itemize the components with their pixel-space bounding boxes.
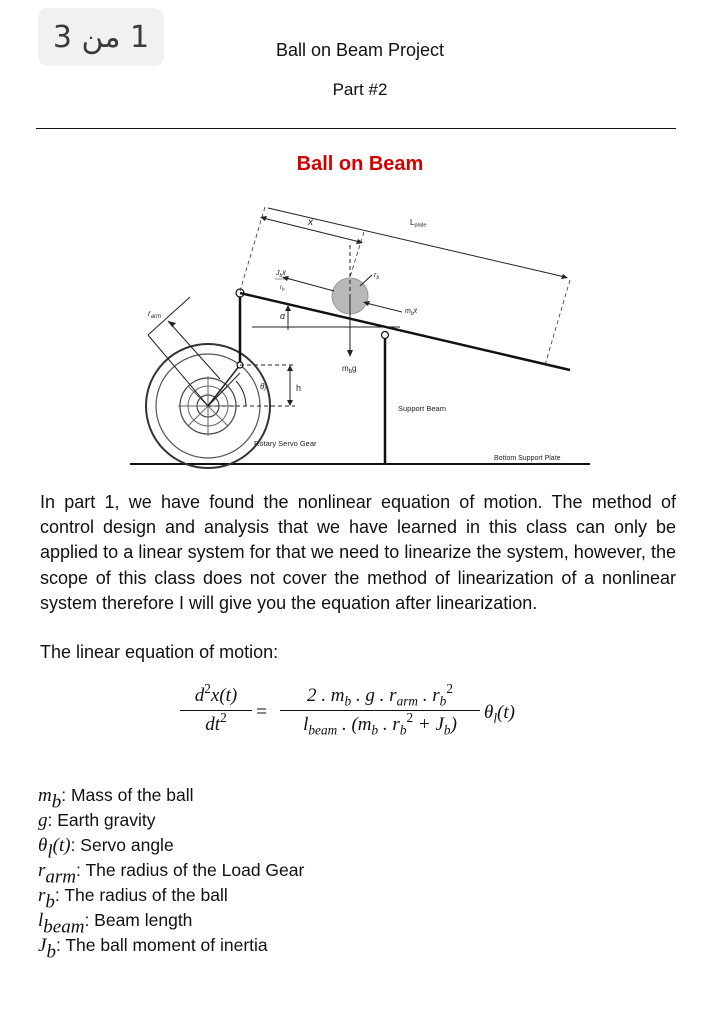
header-divider (36, 128, 676, 129)
label-l-plate: Lplate (410, 218, 427, 229)
equals-sign: = (256, 701, 268, 723)
variable-item: $l_{beam}$: Beam length (38, 910, 193, 938)
label-inertia-den: $r_b$ (280, 285, 285, 292)
label-r-arm: $r_{arm}$ (148, 309, 162, 320)
variable-definitions (38, 783, 305, 963)
label-mbg: $m_bg$ (342, 364, 357, 375)
variable-item: $m_b$: Mass of the ball (38, 785, 194, 813)
label-x: x (308, 217, 313, 228)
variable-item: g: Earth gravity (38, 810, 156, 831)
page-number-badge: 1 من 3 (38, 8, 164, 66)
variable-item: $r_{arm}$: The radius of the Load Gear (38, 860, 305, 888)
label-inertia: $J_bẍ$ (276, 270, 286, 279)
section-heading: Ball on Beam (296, 153, 424, 175)
document-title: Ball on Beam Project (275, 40, 445, 60)
ball-on-beam-diagram (120, 185, 600, 475)
label-alpha: α (280, 311, 286, 321)
equation-rhs: 2 . $m_b$ . g . $r_{arm}$ . $r_b^2$ $l_{beam}$ . ($m_b$ . $r_b^2 + J_b$) (280, 685, 480, 736)
equation-intro: The linear equation of motion: (40, 642, 279, 662)
label-theta-l: $\theta_l$ (260, 382, 266, 393)
label-rb: $r_b$ (374, 272, 380, 281)
label-h: h (296, 383, 302, 393)
beam (240, 293, 570, 370)
intro-paragraph: In part 1, we have found the nonlinear equation of motion. The method of control design and analysis that we have learned in this class can only be applied to a linear system for that we need to linearize the system, however, the scope of this class does not cover the method of linearization of a nonlinear system therefore I will give you the equation after linearization. (40, 492, 676, 613)
label-bottom-support-plate: Bottom Support Plate (494, 455, 561, 462)
variable-item: $J_b$: The ball moment of inertia (38, 935, 268, 963)
equation-theta: $\theta_l(t)$ (484, 702, 515, 726)
variable-item: $r_b$: The radius of the ball (38, 885, 228, 913)
document-part: Part #2 (332, 80, 388, 99)
variable-item: $\theta_l(t)$: Servo angle (38, 835, 174, 863)
equation-lhs: $d^2x(t)$ $dt^2$ (180, 685, 252, 736)
label-force: $m_bẍ$ (405, 308, 418, 317)
label-support-beam: Support Beam (398, 404, 446, 413)
label-rotary-servo-gear: Rotary Servo Gear (254, 439, 317, 448)
linear-equation (180, 681, 560, 745)
